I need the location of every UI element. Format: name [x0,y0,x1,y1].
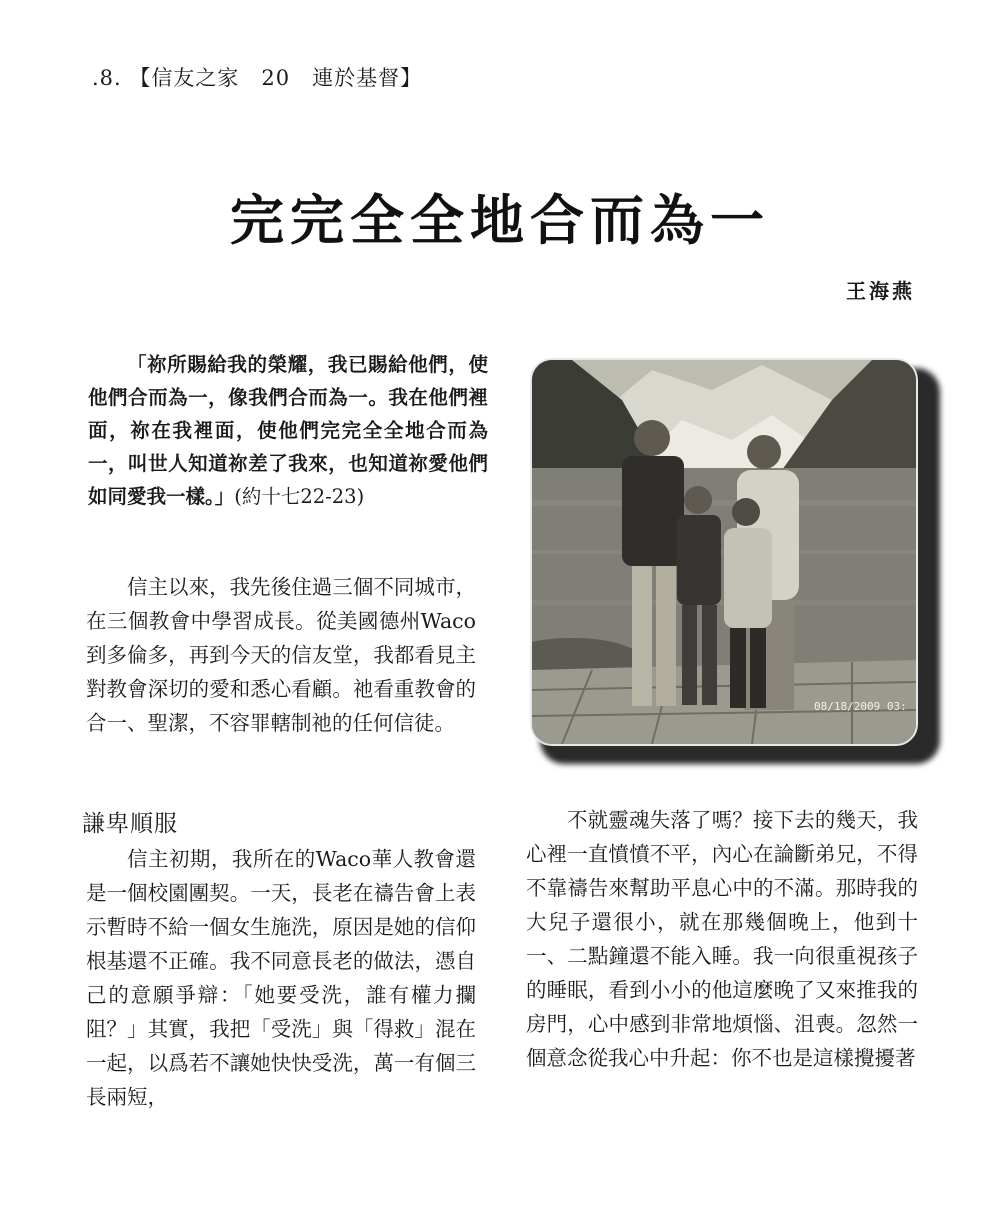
section-left-column [86,842,476,1114]
section-left-text: 信主初期，我所在的Waco華人教會還是一個校園團契。一天，長老在禱告會上表示暫時不給一個女生施洗，原因是她的信仰根基還不正確。我不同意長老的做法，憑自己的意願爭辯：「她要受洗，誰有權力攔阻？」其實，我把「受洗」與「得救」混在一起，以爲若不讓她快快受洗，萬一有個三長兩短， [86,847,476,1109]
intro-text: 信主以來，我先後住過三個不同城市，在三個教會中學習成長。從美國德州Waco到多倫多，再到今天的信友堂，我都看見主對教會深切的愛和悉心看顧。祂看重教會的合一、聖潔，不容罪轄制祂的任何信徒。 [86,575,476,735]
section-heading: 謙卑順服 [82,811,178,837]
page-number: .8. [92,66,122,90]
section-right-column [526,803,918,1075]
quote-text: 「祢所賜給我的榮耀，我已賜給他們，使他們合而為一，像我們合而為一。我在他們裡面，祢在我裡面，使他們完完全全地合而為一，叫世人知道祢差了我來，也知道祢愛他們如同愛我一樣。」 [88,353,488,508]
article-title: 完完全全地合而為一 [230,189,770,252]
publication-name: 【信友之家 20 連於基督】 [129,66,423,90]
section-right-text: 不就靈魂失落了嗎？接下去的幾天，我心裡一直憤憤不平，內心在論斷弟兄，不得不靠禱告來幫助平息心中的不滿。那時我的大兒子還很小，就在那幾個晚上，他到十一、二點鐘還不能入睡。我一向很重視孩子的睡眠，看到小小的他這麼晚了又來推我的房門，心中感到非常地煩惱、沮喪。忽然一個意念從我心中升起：你不也是這樣攪擾著 [526,808,918,1070]
scripture-quote [88,348,488,513]
page-header [92,62,422,92]
author-name: 王海燕 [846,279,915,303]
photo-date-stamp: 08/18/2009 03: [814,700,907,713]
family-photo [530,358,918,746]
quote-reference: (約十七22-23) [234,485,365,508]
intro-paragraph [86,570,476,740]
